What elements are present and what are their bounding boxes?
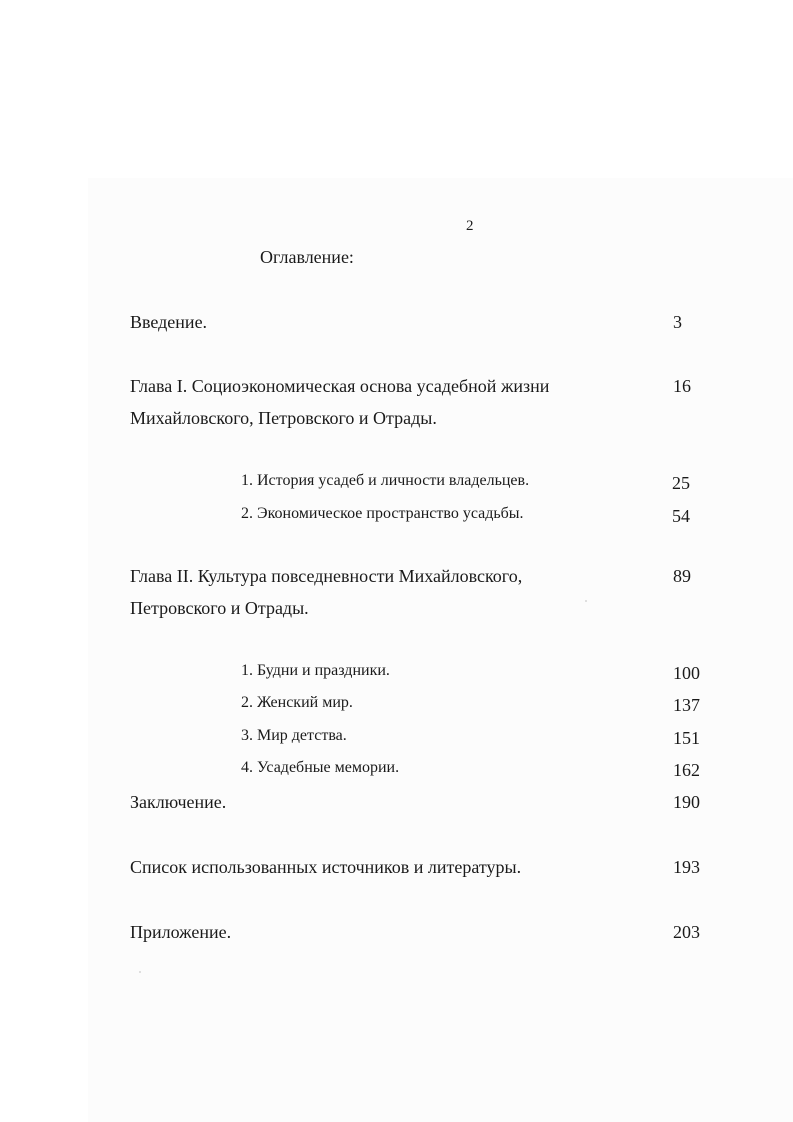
toc-entry-conclusion: Заключение. — [130, 792, 227, 812]
page-number: 2 — [466, 218, 474, 234]
scan-speck — [139, 971, 141, 973]
toc-entry-chapter2-section4: 4. Усадебные мемории. — [241, 759, 400, 776]
toc-entry-appendix: Приложение. — [130, 922, 232, 942]
toc-page-chapter2-section1: 100 — [673, 663, 700, 683]
toc-entry-chapter2-section1: 1. Будни и праздники. — [241, 662, 390, 679]
toc-page-chapter2-section3: 151 — [673, 728, 700, 748]
toc-entry-chapter2-line1: Глава II. Культура повседневности Михайловского, — [130, 566, 523, 586]
toc-entry-chapter1-section1: 1. История усадеб и личности владельцев. — [241, 472, 530, 489]
toc-entry-chapter2-section2: 2. Женский мир. — [241, 694, 353, 711]
toc-entry-chapter2-section3: 3. Мир детства. — [241, 727, 347, 744]
toc-entry-chapter1-section2: 2. Экономическое пространство усадьбы. — [241, 505, 524, 522]
toc-page-chapter2-section4: 162 — [673, 760, 700, 780]
toc-entry-sources: Список использованных источников и литературы. — [130, 857, 522, 877]
toc-page-conclusion: 190 — [673, 792, 700, 812]
toc-page-introduction: 3 — [673, 312, 682, 332]
toc-page-appendix: 203 — [673, 922, 700, 942]
toc-page-sources: 193 — [673, 857, 700, 877]
toc-page-chapter2: 89 — [673, 566, 691, 586]
toc-entry-chapter1-line1: Глава I. Социоэкономическая основа усадебной жизни — [130, 376, 550, 396]
toc-entry-chapter2-line2: Петровского и Отрады. — [130, 598, 309, 618]
toc-entry-introduction: Введение. — [130, 312, 208, 332]
toc-page-chapter2-section2: 137 — [673, 695, 700, 715]
toc-page-chapter1: 16 — [673, 376, 691, 396]
toc-page-chapter1-section2: 54 — [672, 506, 690, 526]
toc-page-chapter1-section1: 25 — [672, 473, 690, 493]
toc-title: Оглавление: — [260, 247, 354, 267]
toc-entry-chapter1-line2: Михайловского, Петровского и Отрады. — [130, 408, 437, 428]
scan-speck — [585, 600, 587, 602]
